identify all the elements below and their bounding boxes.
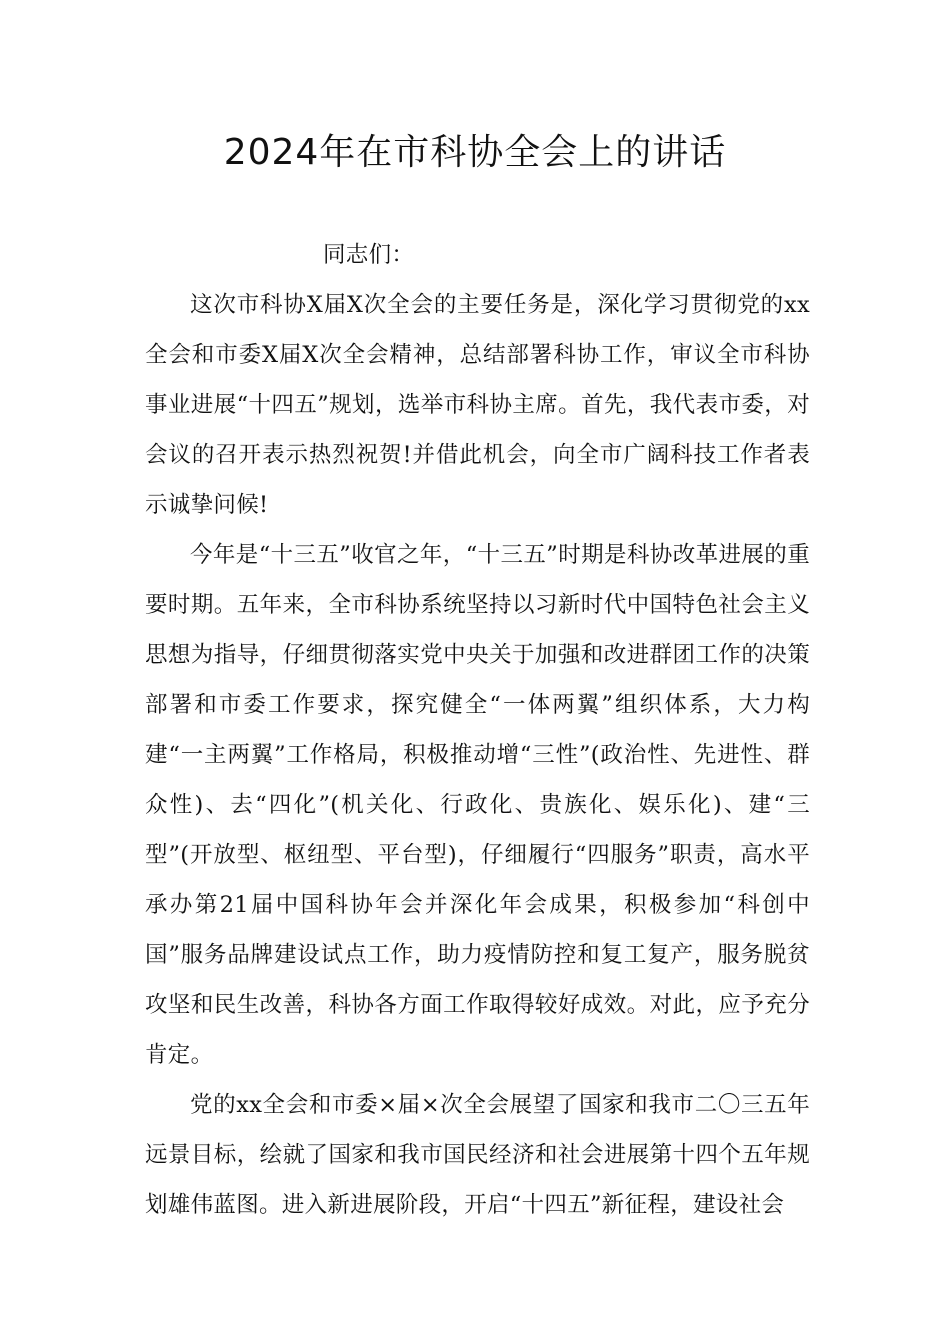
paragraph-opening: 这次市科协X届X次全会的主要任务是，深化学习贯彻党的xx全会和市委X届X次全会精神，总结部署科协工作，审议全市科协事业进展“十四五”规划，选举市科协主席。首先，我代表市委，对会议的召开表示热烈祝贺!并借此机会，向全市广阔科技工作者表示诚挚问候! (145, 292, 810, 518)
salutation: 同志们： (323, 242, 415, 268)
paragraph-review: 今年是“十三五”收官之年，“十三五”时期是科协改革进展的重要时期。五年来，全市科协系统坚持以习新时代中国特色社会主义思想为指导，仔细贯彻落实党中央关于加强和改进群团工作的决策部署和市委工作要求，探究健全“一体两翼”组织体系，大力构建“一主两翼”工作格局，积极推动增“三性”(政治性、先进性、群众性)、去“四化”(机关化、行政化、贵族化、娱乐化)、建“三型”(开放型、枢纽型、平台型)，仔细履行“四服务”职责，高水平承办第21届中国科协年会并深化年会成果，积极参加“科创中国”服务品牌建设试点工作，助力疫情防控和复工复产，服务脱贫攻坚和民生改善，科协各方面工作取得较好成效。对此，应予充分肯定。 (145, 542, 810, 1068)
paragraph-outlook: 党的xx全会和市委×届×次全会展望了国家和我市二〇三五年远景目标，绘就了国家和我市国民经济和社会进展第十四个五年规划雄伟蓝图。进入新进展阶段，开启“十四五”新征程，建设社会 (145, 1092, 810, 1218)
document-title: 2024年在市科协全会上的讲话 (223, 132, 727, 173)
document-body (145, 230, 810, 1230)
